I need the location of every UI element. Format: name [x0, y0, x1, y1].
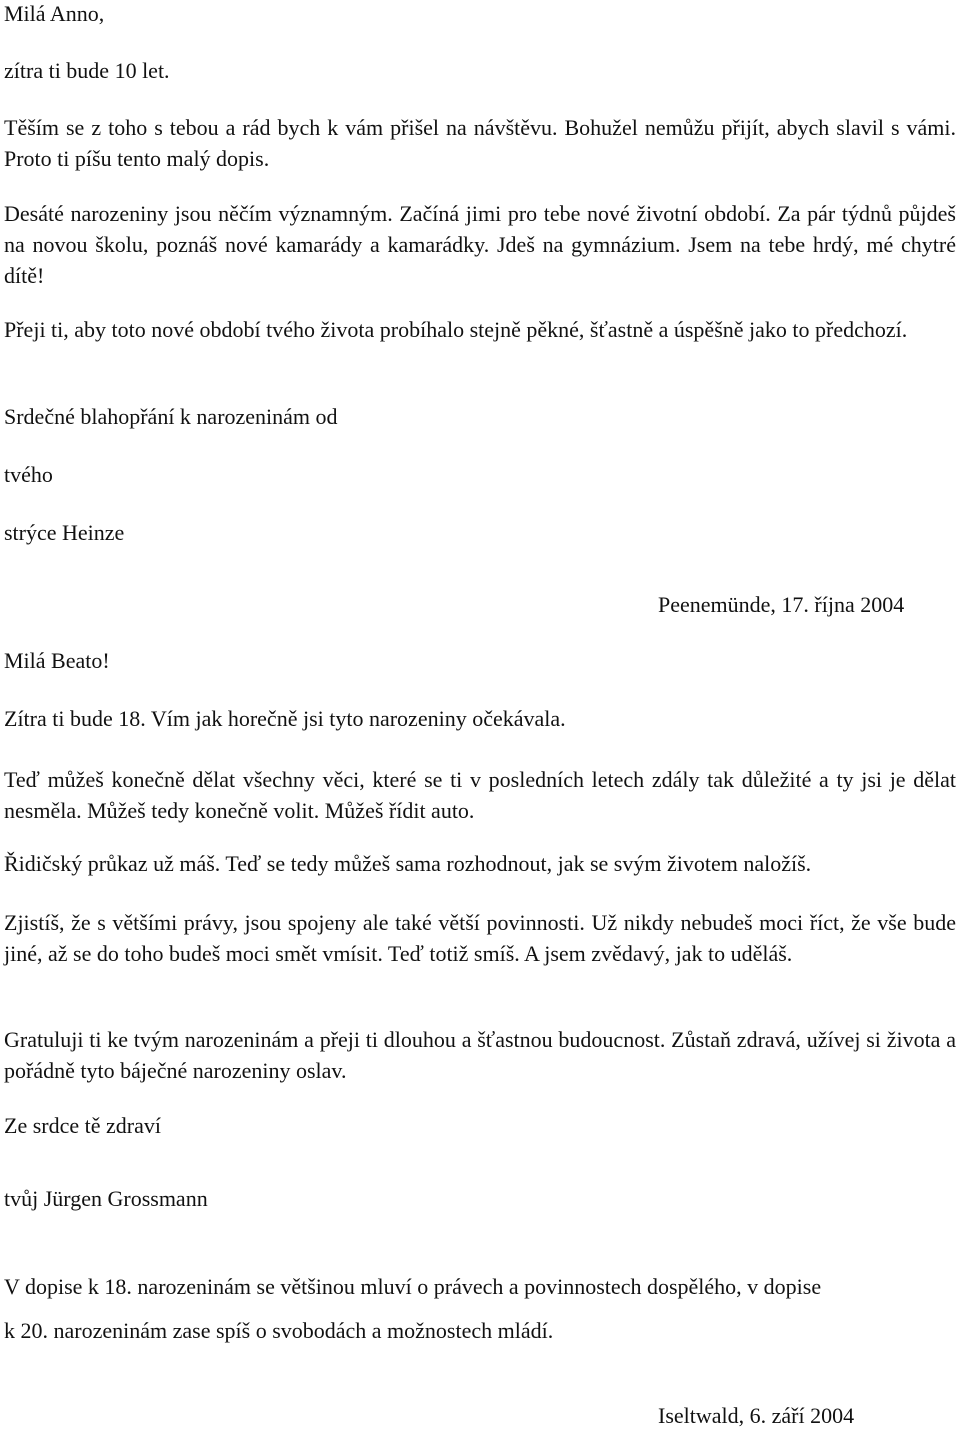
letter1-signature-line-1: tvého [4, 462, 53, 487]
letter2-note-line-2: k 20. narozeninám zase spíš o svobodách a možnostech mládí. [4, 1318, 554, 1343]
letter1-closing: Srdečné blahopřání k narozeninám od [4, 404, 338, 429]
letter1-signature-line-2: strýce Heinze [4, 520, 125, 545]
letter2-paragraph-1: Zítra ti bude 18. Vím jak horečně jsi tyto narozeniny očekávala. [4, 706, 566, 731]
letter2-paragraph-2: Teď můžeš konečně dělat všechny věci, které se ti v posledních letech zdály tak důležité a ty jsi je dělat nesměla. Můžeš tedy konečně volit. Můžeš řídit auto. [4, 767, 956, 823]
letter1-paragraph-4: Přeji ti, aby toto nové období tvého života probíhalo stejně pěkné, šťastně a úspěšně jako to předchozí. [4, 317, 908, 342]
letter2-place-date: Iseltwald, 6. září 2004 [658, 1403, 855, 1428]
letter1-paragraph-2: Těším se z toho s tebou a rád bych k vám přišel na návštěvu. Bohužel nemůžu přijít, abych slavil s vámi. Proto ti píšu tento malý dopis. [4, 115, 956, 171]
letter1-salutation: Milá Anno, [4, 1, 105, 26]
letter2-salutation: Milá Beato! [4, 648, 110, 673]
letter2-paragraph-4: Zjistíš, že s většími právy, jsou spojeny ale také větší povinnosti. Už nikdy nebudeš moci říct, že vše bude jiné, až se do toho budeš moci smět vmísit. Teď totiž smíš. A jsem zvědavý, jak to uděláš. [4, 910, 956, 966]
letter1-paragraph-3: Desáté narozeniny jsou něčím významným. Začíná jimi pro tebe nové životní období. Za pár týdnů půjdeš na novou školu, poznáš nové kamarády a kamarádky. Jdeš na gymnázium. Jsem na tebe hrdý, mé chytré dítě! [4, 201, 956, 288]
letter1-paragraph-1: zítra ti bude 10 let. [4, 58, 170, 83]
letter2-closing: Ze srdce tě zdraví [4, 1113, 161, 1138]
letter1-place-date: Peenemünde, 17. října 2004 [658, 592, 905, 617]
letter2-paragraph-3: Řidičský průkaz už máš. Teď se tedy můžeš sama rozhodnout, jak se svým životem naložíš. [4, 851, 812, 876]
letter2-paragraph-5: Gratuluji ti ke tvým narozeninám a přeji ti dlouhou a šťastnou budoucnost. Zůstaň zdravá, užívej si života a pořádně tyto báječné narozeniny oslav. [4, 1027, 956, 1083]
letter2-signature: tvůj Jürgen Grossmann [4, 1186, 208, 1211]
letter2-note-line-1: V dopise k 18. narozeninám se většinou mluví o právech a povinnostech dospělého, v dopise [4, 1274, 822, 1299]
